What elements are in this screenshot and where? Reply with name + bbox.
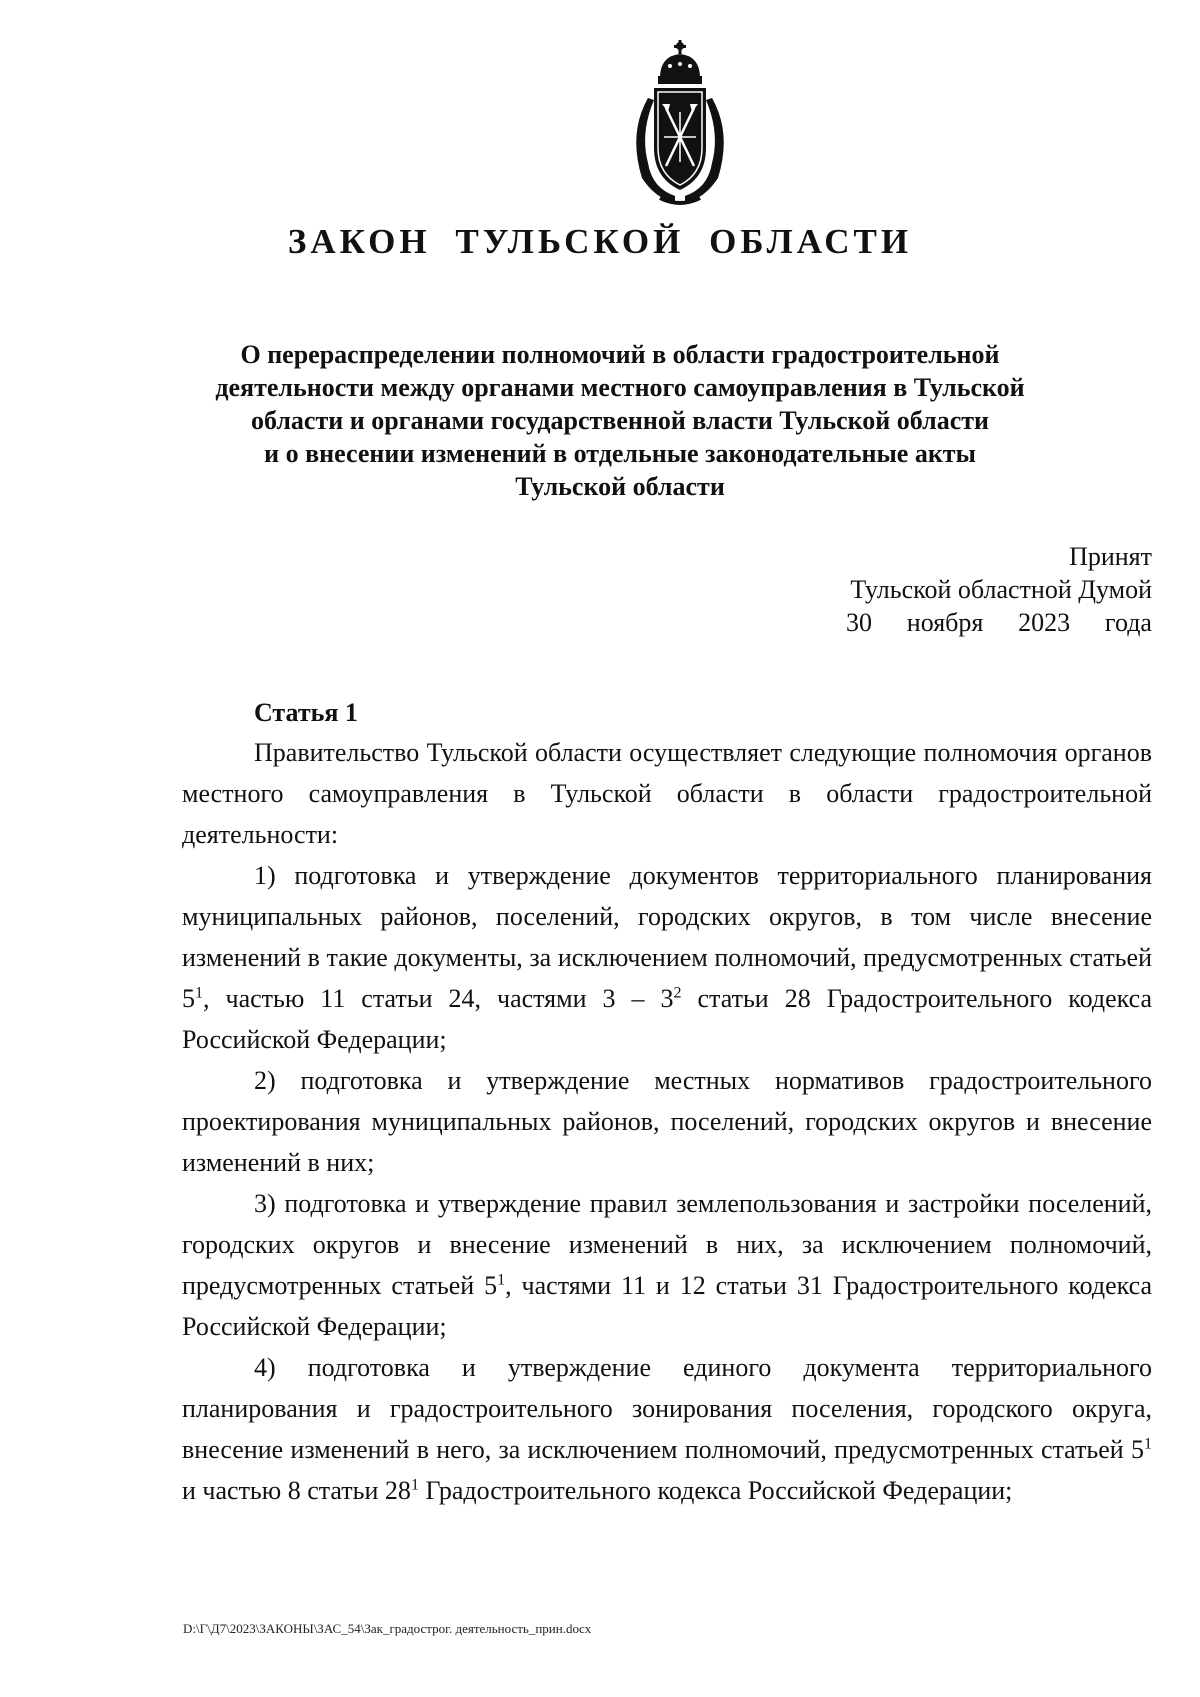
article-item-4 (182, 1347, 1152, 1511)
item-text: , частями 11 и 12 статьи 31 Градостроительного кодекса Российской Федерации; (182, 1271, 1152, 1341)
article-item-3 (182, 1183, 1152, 1347)
item-text: 1) подготовка и утверждение документов территориального планирования муниципальных районов, поселений, городских округов, в том числе внесение изменений в такие документы, за исключением полномочий, предусмотренных статьей 5 (182, 861, 1152, 1013)
item-text: статьи 28 Градостроительного кодекса Российской Федерации; (182, 984, 1153, 1054)
adoption-date (846, 606, 1152, 639)
article-item-2: 2) подготовка и утверждение местных нормативов градостроительного проектирования муниципальных районов, поселений, городских округов и внесение изменений в них; (182, 1066, 1152, 1177)
file-path-footer: D:\Г\Д7\2023\ЗАКОНЫ\ЗАС_54\Зак_градострог. деятельность_прин.docx (183, 1621, 592, 1636)
superscript: 2 (673, 984, 682, 1002)
item-text: Градостроительного кодекса Российской Федерации; (418, 1476, 1013, 1505)
tula-coat-of-arms-icon (620, 38, 740, 208)
adoption-suffix: года (1104, 608, 1152, 637)
superscript: 1 (195, 984, 203, 1002)
superscript: 1 (497, 1271, 506, 1289)
superscript: 1 (410, 1476, 419, 1494)
law-subtitle-line: О перераспределении полномочий в области градостроительной (240, 340, 1000, 369)
adoption-day: 30 (846, 608, 872, 637)
law-subtitle-line: области и органами государственной власти Тульской области (250, 406, 990, 435)
article-body (182, 732, 1152, 1511)
law-subtitle-line: Тульской области (515, 472, 725, 501)
superscript: 1 (1144, 1435, 1152, 1453)
law-title: ЗАКОН ТУЛЬСКОЙ ОБЛАСТИ (287, 222, 913, 261)
article-item-1 (182, 855, 1152, 1060)
item-text: 4) подготовка и утверждение единого документа территориального планирования и градостроительного зонирования поселения, городского округа, внесение изменений в него, за исключением полномочий, предусмотренных статьей 5 (182, 1353, 1152, 1464)
adoption-line: Принят (1069, 542, 1152, 571)
item-text: и частью 8 статьи 28 (182, 1476, 411, 1505)
article-intro: Правительство Тульской области осуществляет следующие полномочия органов местного самоуправления в Тульской области в области градостроительной деятельности: (182, 738, 1152, 849)
item-text: , частью 11 статьи 24, частями 3 – 3 (203, 984, 674, 1013)
law-subtitle-line: деятельности между органами местного самоуправления в Тульской (215, 373, 1025, 402)
law-subtitle (180, 338, 1060, 503)
article-heading: Статья 1 (254, 698, 358, 727)
item-text: 3) подготовка и утверждение правил землепользования и застройки поселений, городских округов и внесение изменений в них, за исключением полномочий, предусмотренных статьей 5 (182, 1189, 1152, 1300)
adoption-year: 2023 (1018, 608, 1071, 637)
adoption-block (752, 540, 1152, 639)
adoption-month: ноября (906, 608, 984, 637)
law-subtitle-line: и о внесении изменений в отдельные законодательные акты (264, 439, 976, 468)
adoption-body: Тульской областной Думой (850, 575, 1152, 604)
